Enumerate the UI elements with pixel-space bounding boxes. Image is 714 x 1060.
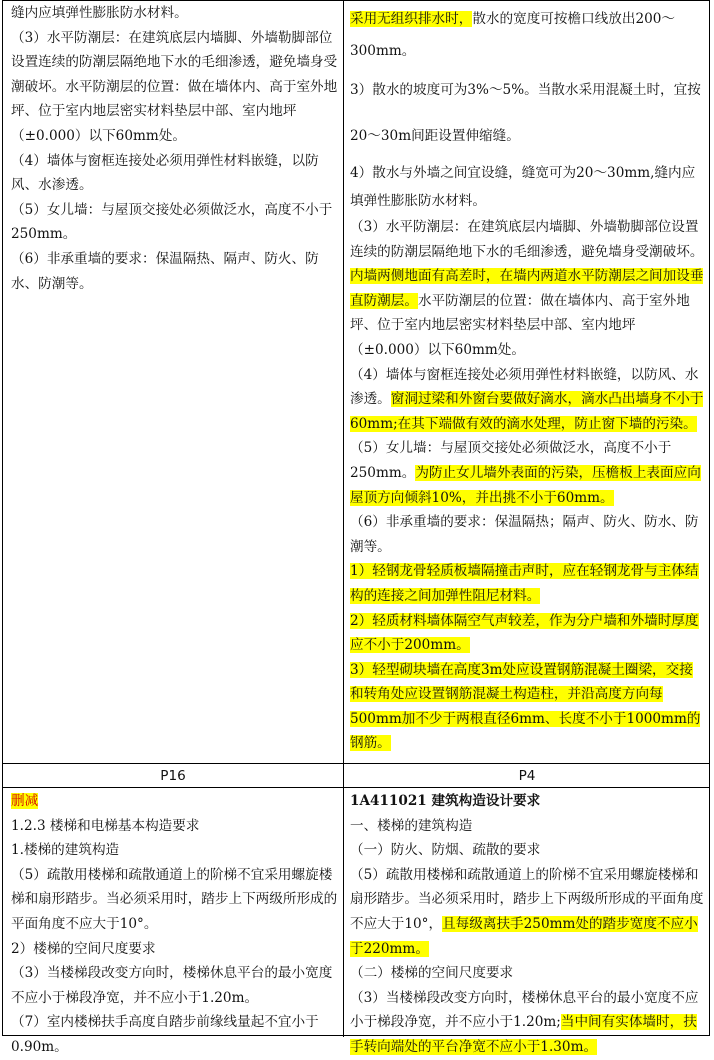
tr-paragraph-7: （6）非承重墙的要求：保温隔热；隔声、防火、防水、防潮等。 [350,514,699,555]
tr-paragraph-9 [350,609,706,658]
br-line-5 [350,986,706,1060]
tr-text-4a: （3）水平防潮层：在建筑底层内墙脚、外墙勒脚部位设置连续的防潮层隔绝地下水的毛细渗透，避免墙身受潮破坏。 [350,219,704,260]
tr-paragraph-5 [350,363,706,437]
tr-text-5: （4）墙体与窗框连接处必须用弹性材料嵌缝，以防风、水渗透。 [350,366,699,408]
comparison-table [2,0,710,1055]
deleted-label-text: 删减 [11,793,39,809]
tr-paragraph-6 [350,436,706,510]
top-right-cell [350,3,706,761]
bl-line-5: （3）当楼梯段改变方向时，楼梯休息平台的最小宽度不应小于梯段净宽，并不应小于1.20m。 [11,965,333,1006]
tr-paragraph-8 [350,559,706,608]
bl-line-4: 2）楼梯的空间尺度要求 [11,940,156,957]
tr-paragraph-10 [350,658,706,756]
tr-text-4b: 水平防潮层的位置：做在墙体内、高于室外地坪、位于室内地层密实材料垫层中部、室内地坪（±0.000）以下60mm处。 [350,292,690,358]
row-divider-header [3,787,709,788]
bl-line-6: （7）室内楼梯扶手高度自踏步前缘线量起不宜小于0.90m。 [11,1014,319,1055]
bl-line-1: 1.2.3 楼梯和电梯基本构造要求 [11,817,200,834]
page-ref-right: P4 [518,768,536,784]
tl-paragraph-3: （4）墙体与窗框连接处必须用弹性材料嵌缝，以防风、水渗透。 [11,152,319,194]
br-highlight-3: 且每级离扶手250mm处的踏步宽度不应小于220mm。 [350,915,698,957]
tl-paragraph-5: （6）非承重墙的要求：保温隔热、隔声、防火、防水、防潮等。 [11,250,319,292]
tl-paragraph-1: 缝内应填弹性膨胀防水材料。 [11,5,188,21]
bottom-right-cell [350,789,706,1055]
tr-paragraph-4 [350,215,706,363]
tr-paragraph-1 [350,3,706,67]
br-line-1: 一、楼梯的建筑构造 [350,817,473,834]
tr-highlight-6: 为防止女儿墙外表面的污染，压檐板上表面应向屋顶方向倾斜10%，并出挑不小于60mm。 [350,464,701,506]
br-text-5: （3）当楼梯段改变方向时，楼梯休息平台的最小宽度不应小于梯段净宽，并不应小于1.20m; [350,989,699,1031]
br-text-3: （5）疏散用楼梯和疏散通道上的阶梯不宜采用螺旋楼梯和扇形踏步。当必须采用时，踏步上下两级所形成的平面角度不应大于10°， [350,866,704,932]
br-highlight-5: 当中间有实体墙时，扶手转向端处的平台净宽不应小于1.30m。 [350,1014,697,1055]
tr-text-6: （5）女儿墙：与屋顶交接处必须做泛水，高度不小于250mm。 [350,440,672,481]
tr-highlight-10: 3）轻型砌块墙在高度3m处应设置钢筋混凝土圈梁，交接和转角处应设置钢筋混凝土构造柱，并沿高度方向每500mm加不少于两根直径6mm、长度不小于1000mm的钢筋。 [350,661,701,752]
br-line-3 [350,863,706,961]
br-line-4: （二）楼梯的空间尺度要求 [350,965,514,982]
row-divider-top [3,763,709,764]
br-title: 1A411021 建筑构造设计要求 [350,793,541,809]
tr-highlight-9: 2）轻质材料墙体隔空气声较差，作为分户墙和外墙时厚度应不小于200mm。 [350,612,699,654]
br-line-2: （一）防火、防烟、疏散的要求 [350,842,541,859]
bl-line-3: （5）疏散用楼梯和疏散通道上的阶梯不宜采用螺旋楼梯和扇形踏步。当必须采用时，踏步上下两级所形成的平面角度不应大于10°。 [11,866,338,932]
tr-paragraph-2: 3）散水的坡度可为3%～5%。当散水采用混凝土时，宜按20～30m间距设置伸缩缝。 [350,82,701,144]
bottom-left-cell [11,789,339,1055]
top-left-cell [11,1,339,761]
tr-highlight-8: 1）轻钢龙骨轻质板墙隔撞击声时，应在轻钢龙骨与主体结构的连接之间加弹性阻尼材料。 [350,563,699,604]
tr-highlight-5: 窗洞过梁和外窗台要做好滴水，滴水凸出墙身不小于60mm;在其下端做有效的滴水处理，防止窗下墙的污染。 [350,391,704,432]
page-ref-left: P16 [160,768,186,784]
column-divider [343,1,344,1037]
bl-line-2: 1.楼梯的建筑构造 [11,842,120,859]
tl-paragraph-2: （3）水平防潮层：在建筑底层内墙脚、外墙勒脚部位设置连续的防潮层隔绝地下水的毛细渗透，避免墙身受潮破坏。水平防潮层的位置：做在墙体内、高于室外地坪、位于室内地层密实材料垫层中部、室内地坪（±0.000）以下60mm处。 [11,29,338,144]
tr-text-1: 散水的宽度可按檐口线放出200～300mm。 [350,11,676,59]
tr-paragraph-3: 4）散水与外墙之间宜设缝，缝宽可为20～30mm,缝内应填弹性膨胀防水材料。 [350,165,696,209]
tr-highlight-1: 采用无组织排水时， [350,11,473,27]
tl-paragraph-4: （5）女儿墙：与屋顶交接处必须做泛水，高度不小于250mm。 [11,201,333,243]
deleted-label [11,789,339,814]
tr-highlight-4: 内墙两侧地面有高差时，在墙内两道水平防潮层之间加设垂直防潮层。 [350,268,704,309]
